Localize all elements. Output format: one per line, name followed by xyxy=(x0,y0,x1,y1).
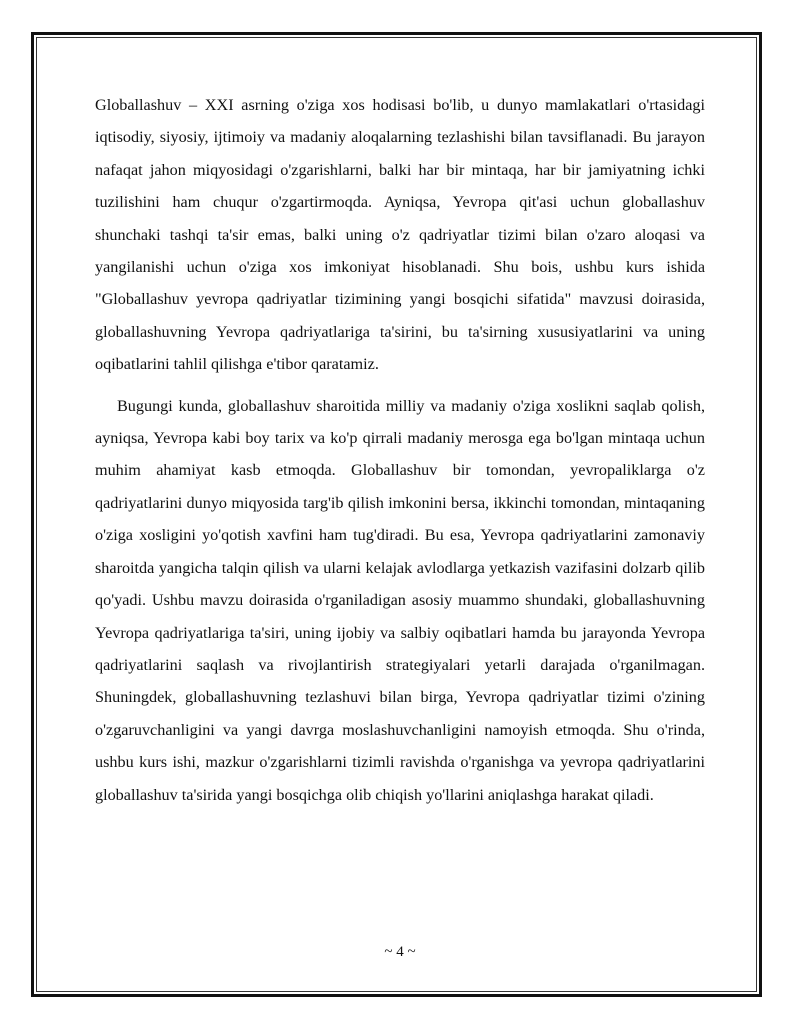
document-body xyxy=(95,89,705,811)
page-number: ~ 4 ~ xyxy=(384,944,416,960)
paragraph-2: Bugungi kunda, globallashuv sharoitida milliy va madaniy o'ziga xoslikni saqlab qolish, ayniqsa, Yevropa kabi boy tarix va ko'p qirrali madaniy merosga ega bo'lgan mintaqa uchun muhim ahamiyat kasb etmoqda. Globallashuv bir tomondan, yevropaliklarga o'z qadriyatlarini dunyo miqyosida targ'ib qilish imkonini bersa, ikkinchi tomondan, mintaqaning o'ziga xosligini yo'qotish xavfini ham tug'diradi. Bu esa, Yevropa qadriyatlarini zamonaviy sharoitda yangicha talqin qilish va ularni kelajak avlodlarga yetkazish vazifasini dolzarb qilib qo'yadi. Ushbu mavzu doirasida o'rganiladigan asosiy muammo shundaki, globallashuvning Yevropa qadriyatlariga ta'siri, uning ijobiy va salbiy oqibatlari hamda bu jarayonda Yevropa qadriyatlarini saqlash va rivojlantirish strategiyalari yetarli darajada o'rganilmagan. Shuningdek, globallashuvning tezlashuvi bilan birga, Yevropa qadriyatlar tizimi o'zining o'zgaruvchanligini va yangi davrga moslashuvchanligini namoyish etmoqda. Shu o'rinda, ushbu kurs ishi, mazkur o'zgarishlarni tizimli ravishda o'rganishga va yevropa qadriyatlarini globallashuv ta'sirida yangi bosqichga olib chiqish yo'llarini aniqlashga harakat qiladi. xyxy=(95,396,705,804)
paragraph-1: Globallashuv – XXI asrning o'ziga xos hodisasi bo'lib, u dunyo mamlakatlari o'rtasidagi iqtisodiy, siyosiy, ijtimoiy va madaniy aloqalarning tezlashishi bilan tavsiflanadi. Bu jarayon nafaqat jahon miqyosidagi o'zgarishlarni, balki har bir mintaqa, har bir jamiyatning ichki tuzilishini ham chuqur o'zgartirmoqda. Ayniqsa, Yevropa qit'asi uchun globallashuv shunchaki tashqi ta'sir emas, balki uning o'z qadriyatlar tizimi bilan o'zaro aloqasi va yangilanishi uchun o'ziga xos imkoniyat hisoblanadi. Shu bois, ushbu kurs ishida "Globallashuv yevropa qadriyatlar tizimining yangi bosqichi sifatida" mavzusi doirasida, globallashuvning Yevropa qadriyatlariga ta'sirini, bu ta'sirning xususiyatlarini va uning oqibatlarini tahlil qilishga e'tibor qaratamiz. xyxy=(95,96,705,374)
